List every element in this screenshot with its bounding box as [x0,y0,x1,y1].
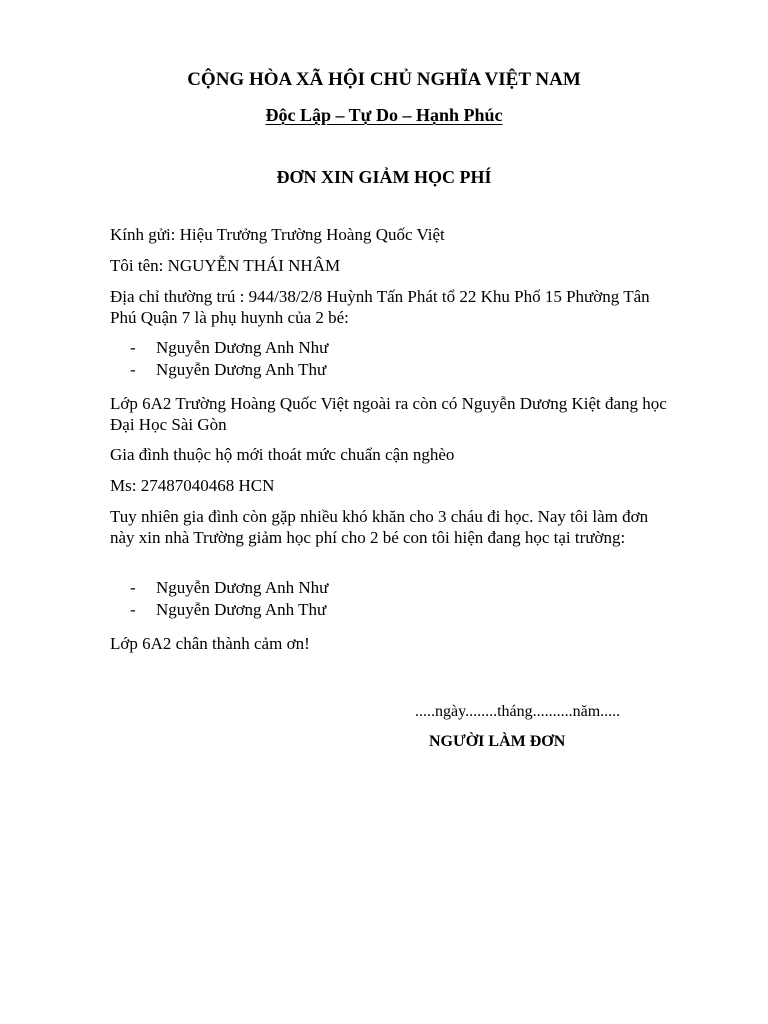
list-item [130,599,650,621]
child-name: Nguyễn Dương Anh Như [156,338,329,357]
request-paragraph [110,506,670,548]
list-item [130,337,650,359]
applicant-text: Tôi tên: NGUYỄN THÁI NHÂM [110,256,341,275]
list-dash: - [130,360,136,379]
class-info-text: Lớp 6A2 Trường Hoàng Quốc Việt ngoài ra còn có Nguyễn Dương Kiệt đang học Đại Học Sài Gòn [110,394,667,434]
child-name: Nguyễn Dương Anh Thư [156,360,327,379]
ms-number-text: Ms: 27487040468 HCN [110,476,275,495]
applicant-line [110,255,670,276]
child-name: Nguyễn Dương Anh Thư [156,600,327,619]
national-title: CỘNG HÒA XÃ HỘI CHỦ NGHĨA VIỆT NAM [187,69,581,90]
signer-label: NGƯỜI LÀM ĐƠN [429,733,566,750]
list-item [130,577,650,599]
list-dash: - [130,600,136,619]
recipient-line [110,224,670,245]
list-item [130,359,650,381]
child-name: Nguyễn Dương Anh Như [156,578,329,597]
motto-text: Độc Lập – Tự Do – Hạnh Phúc [265,105,503,125]
list-dash: - [130,338,136,357]
motto [0,104,768,126]
signature-date-line: .....ngày........tháng..........năm..... [415,703,621,720]
ms-number-line [110,475,670,496]
address-text: Địa chỉ thường trú : 944/38/2/8 Huỳnh Tấn Phát tổ 22 Khu Phố 15 Phường Tân Phú Quận 7 là phụ huynh của 2 bé: [110,287,650,327]
recipient-text: Kính gửi: Hiệu Trưởng Trường Hoàng Quốc Việt [110,225,445,244]
class-info-paragraph [110,393,670,435]
household-status-line [110,444,670,465]
document-title: ĐƠN XIN GIẢM HỌC PHÍ [276,167,492,187]
household-status-text: Gia đình thuộc hộ mới thoát mức chuẩn cận nghèo [110,445,455,464]
closing-text: Lớp 6A2 chân thành cảm ơn! [110,634,310,653]
request-text: Tuy nhiên gia đình còn gặp nhiều khó khăn cho 3 cháu đi học. Nay tôi làm đơn này xin nhà Trường giảm học phí cho 2 bé con tôi hiện đang học tại trường: [110,507,649,547]
closing-line [110,633,670,654]
address-paragraph [110,286,670,328]
children-list-second [130,577,650,621]
list-dash: - [130,578,136,597]
children-list-first [130,337,650,381]
